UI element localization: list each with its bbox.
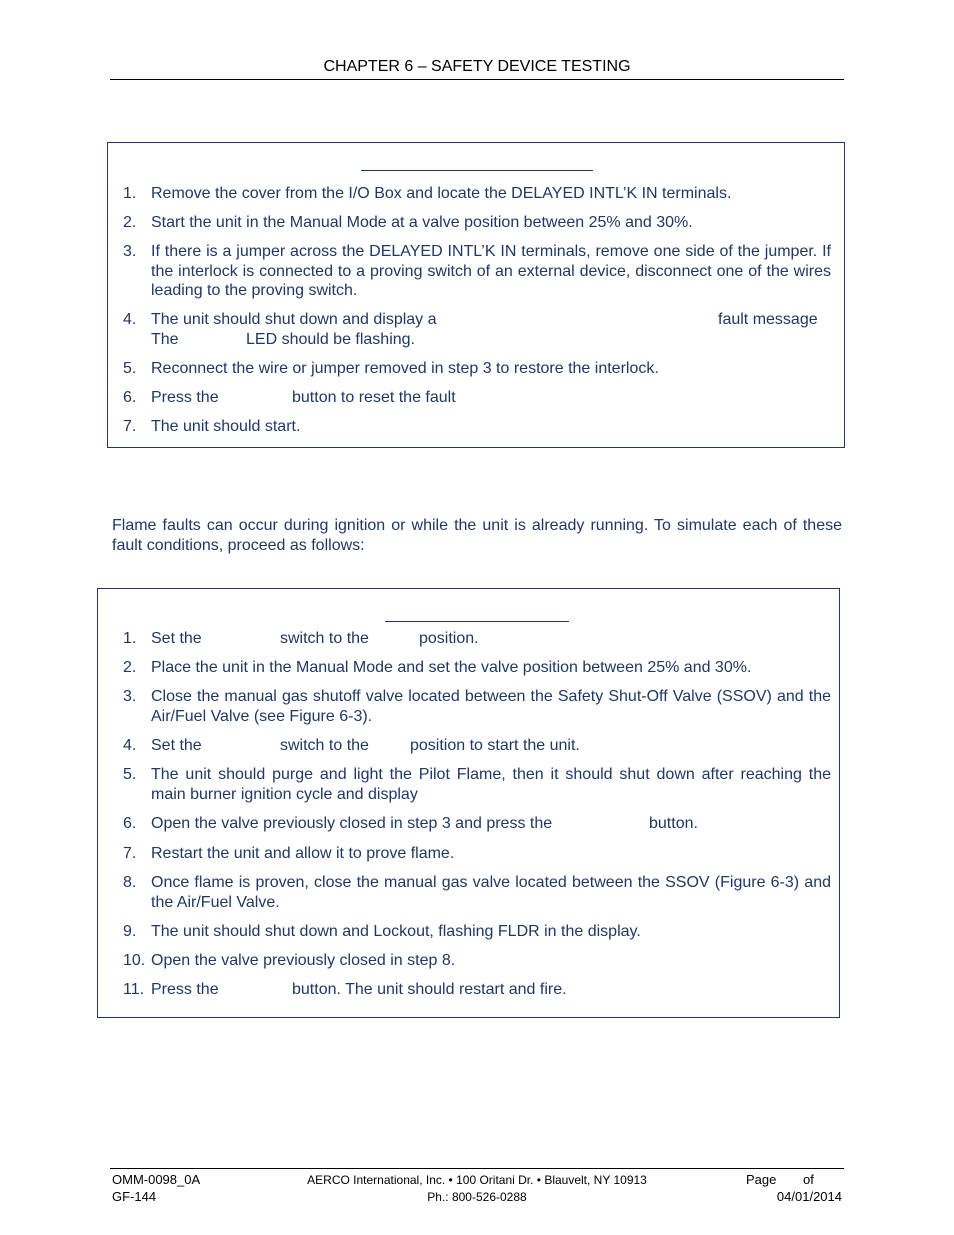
page-label: Page (746, 1172, 777, 1187)
list-item: 7. Restart the unit and allow it to prove flame. (123, 845, 455, 862)
box1-heading-underline (361, 170, 593, 171)
footer-divider (110, 1168, 844, 1169)
form-id: GF-144 (112, 1189, 157, 1204)
list-item: 8. Once flame is proven, close the manual gas valve located between the SSOV (Figure 6-3) and the Air/Fuel Valve. (123, 874, 831, 911)
list-item: 5. Reconnect the wire or jumper removed in step 3 to restore the interlock. (123, 360, 659, 377)
list-item: 3. Close the manual gas shutoff valve located between the Safety Shut-Off Valve (SSOV) and the Air/Fuel Valve (see Figure 6-3). (123, 688, 831, 725)
list-item: 4. The unit should shut down and display a fault message The LED should be flashing. (123, 311, 818, 348)
list-item: 9. The unit should shut down and Lockout, flashing FLDR in the display. (123, 923, 641, 940)
chapter-title: CHAPTER 6 – SAFETY DEVICE TESTING (323, 58, 631, 75)
revision-date: 04/01/2014 (776, 1189, 842, 1204)
box2-heading-underline (385, 621, 569, 622)
header-divider (110, 79, 844, 80)
company-address: AERCO International, Inc. • 100 Oritani Dr. • Blauvelt, NY 10913 (307, 1173, 647, 1187)
company-phone: Ph.: 800-526-0288 (427, 1190, 527, 1204)
flame-fault-intro: Flame faults can occur during ignition or while the unit is already running. To simulate each of these fault conditions, proceed as follows: (112, 517, 842, 554)
list-item: 2. Place the unit in the Manual Mode and set the valve position between 25% and 30%. (123, 659, 752, 676)
list-item: 2. Start the unit in the Manual Mode at a valve position between 25% and 30%. (123, 214, 693, 231)
page-of-label: of (803, 1172, 814, 1187)
list-item: 7. The unit should start. (123, 418, 301, 435)
list-item: 1. Remove the cover from the I/O Box and locate the DELAYED INTL’K IN terminals. (123, 185, 732, 202)
document-id: OMM-0098_0A (112, 1172, 201, 1187)
list-item: 3. If there is a jumper across the DELAYED INTL’K IN terminals, remove one side of the jumper. If the interlock is connected to a proving switch of an external device, disconnect one of the wires leading to the proving switch. (123, 243, 831, 299)
list-item: 5. The unit should purge and light the Pilot Flame, then it should shut down after reaching the main burner ignition cycle and display (123, 766, 831, 803)
list-item: 10. Open the valve previously closed in step 8. (123, 952, 456, 969)
